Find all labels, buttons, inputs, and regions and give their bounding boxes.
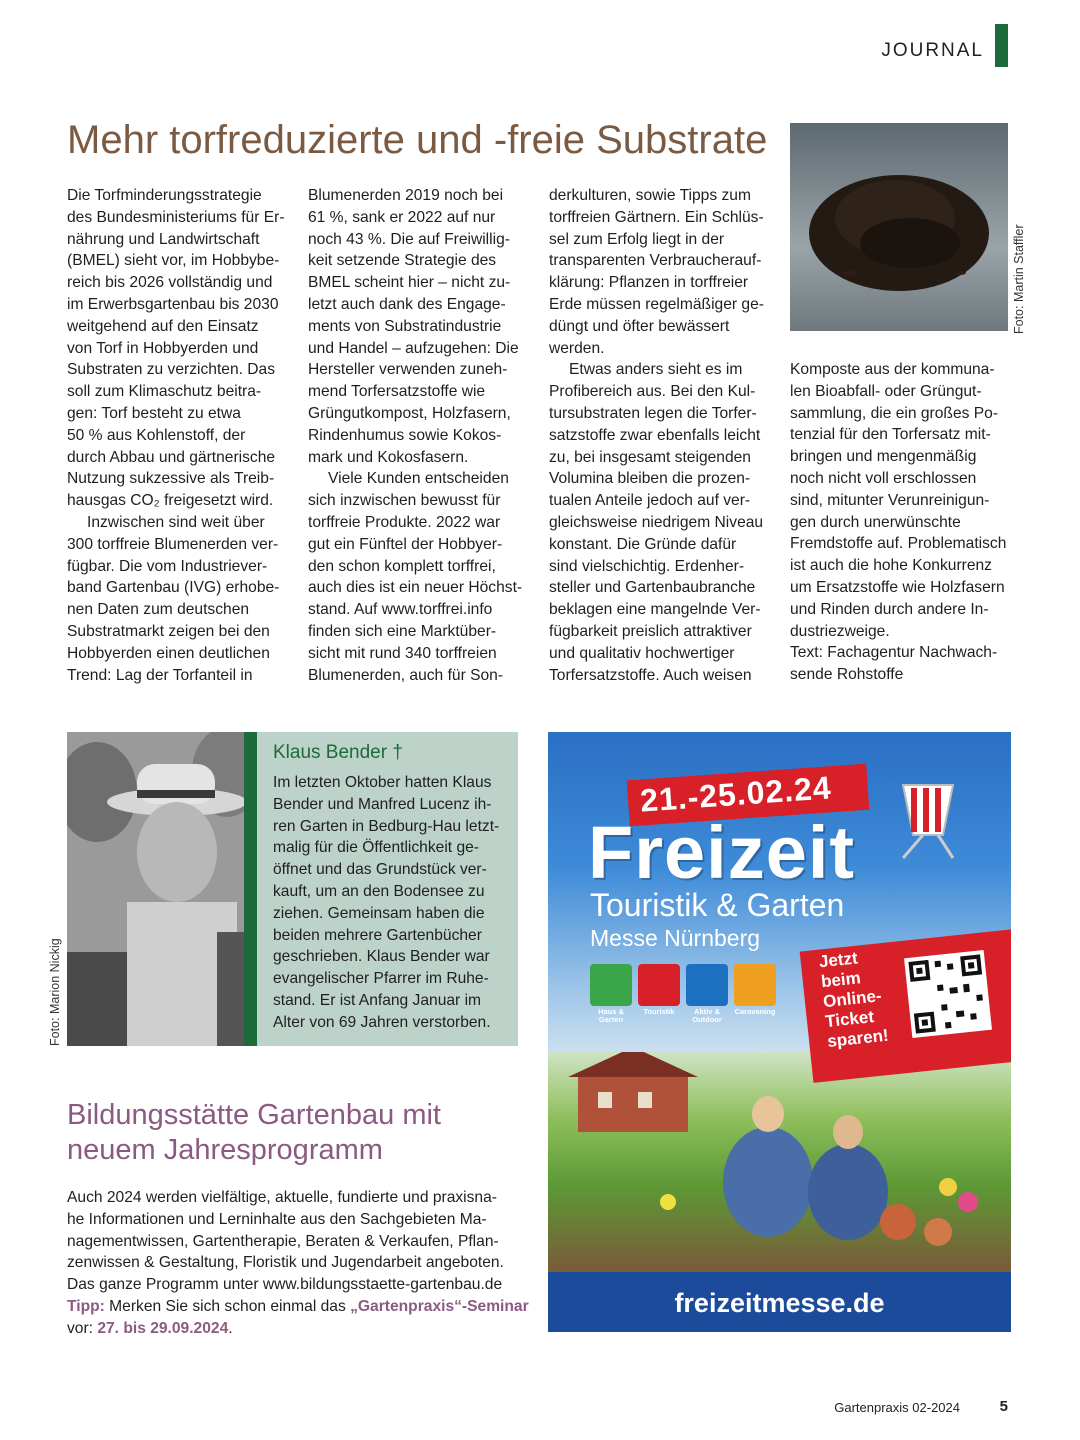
section-accent-bar: [995, 24, 1008, 67]
tip-label: Tipp:: [67, 1297, 105, 1315]
ad-subtitle: Touristik & Garten: [590, 887, 845, 923]
ad-headline: Freizeit: [588, 811, 856, 894]
article-column-4: [790, 359, 1015, 686]
article-title-education: Bildungsstätte Gartenbau mit neuem Jahresprogramm: [67, 1099, 441, 1166]
ad-venue: Messe Nürnberg: [590, 925, 761, 951]
tile-label: Aktiv & Outdoor: [692, 1007, 722, 1024]
category-tile-garden: [590, 964, 632, 1006]
obituary-text: Im letzten Oktober hatten Klaus Bender und Manfred Lucenz ih- ren Garten in Bedburg-Hau letzt- malig für die Öffentlichkeit ge- öffnet und das Grundstück ver- kauft, um an den Bodensee zu ziehen. Gemeinsam haben die beiden mehrere Gartenbücher geschrieben. Klaus Bender war evangelischer Pfarrer im Ruhe- stand. Er ist Anfang Januar im Alter von 69 Jahren verstorben.: [273, 774, 500, 1031]
portrait-photo: [67, 732, 244, 1046]
paragraph: derkulturen, sowie Tipps zum torffreien Gärtnern. Ein Schlüs- sel zum Erfolg liegt in der transparenten Verbraucherauf- klärung: Pflanzen in torffreier Erde müssen regelmäßiger ge- düngt und öfter bewässert werden.: [549, 187, 764, 357]
portrait-illustration: [67, 732, 244, 1046]
tile-label: Touristik: [643, 1007, 675, 1016]
photo-credit: Foto: Marion Nickig: [48, 938, 62, 1046]
section-label: JOURNAL: [881, 40, 984, 61]
article-body-education: [67, 1187, 537, 1340]
article-column-2: [308, 185, 530, 686]
paragraph: Inzwischen sind weit über 300 torffreie Blumenerden ver- fügbar. Die vom Industriever- band Gartenbau (IVG) erhobe- nen Daten zum deutschen Substratmarkt zeigen bei den Hobbyerden einen deutlichen Trend: Lag der Torfanteil in: [67, 513, 280, 684]
paragraph: Komposte aus der kommuna- len Bioabfall- oder Grüngut- sammlung, die ein großes Po- tenzial für den Torfersatz mit- bringen und mengenmäßig noch nicht voll erschlossen sind, mitunter Verunreinigun- gen durch unerwünschte Fremdstoffe auf. Problematisch ist auch die hohe Konkurrenz um Ersatzstoffe wie Holzfasern und Rinden durch andere In- dustriezweige. Text: Fachagentur Nachwach- sende Rohstoffe: [790, 361, 1007, 684]
paragraph: Auch 2024 werden vielfältige, aktuelle, fundierte und praxisna- he Informationen und Lerninhalte aus den Sachgebieten Ma- nagementwissen, Gartentherapie, Beraten & Verkaufen, Pflan- zenwissen & Gestaltung, Floristik und Jugendarbeit angeboten. Das ganze Programm unter www.bildungsstaette-gartenbau.de Tipp: Merken Sie sich schon einmal das „Gartenpraxis“-Seminar vor: 27. bis 29.09.2024.: [67, 1189, 529, 1337]
paragraph: Etwas anders sieht es im Profibereich aus. Bei den Kul- tursubstraten legen die Torfer- satzstoffe zwar ebenfalls leicht zu, bei insgesamt steigenden Volumina bleiben die prozen- tualen Anteile jedoch auf ver- gleichsweise niedrigem Niveau konstant. Die Gründe dafür sind vielschichtig. Erdenher- steller und Gartenbaubranche beklagen eine mangelnde Ver- fügbarkeit preislich attraktiver und qualitativ hochwertiger Torfersatzstoffe. Auch weisen: [549, 361, 764, 684]
category-tile-outdoor: [686, 964, 728, 1006]
soil-heap-illustration: [790, 123, 1008, 331]
article-column-1: [67, 185, 295, 686]
ad-garden-scene: [548, 1052, 1011, 1272]
garden-illustration: [548, 1052, 1011, 1272]
ticket-callout-text: Jetzt beim Online- Ticket sparen!: [818, 948, 890, 1051]
seminar-name: „Gartenpraxis“-Seminar: [350, 1297, 529, 1315]
page-number: 5: [999, 1398, 1008, 1415]
soil-photo: [790, 123, 1008, 331]
obituary-title: Klaus Bender †: [273, 742, 403, 763]
paragraph: Blumenerden 2019 noch bei 61 %, sank er 2022 auf nur noch 43 %. Die auf Freiwillig- keit setzende Strategie des BMEL scheint hier – nicht zu- letzt auch dank des Engage- ments von Substratindustrie und Handel – aufzugehen: Die Hersteller verwenden zuneh- mend Torfersatzstoffe wie Grüngutkompost, Holzfasern, Rindenhumus sowie Kokos- mark und Kokosfasern.: [308, 187, 519, 466]
article-column-3: [549, 185, 771, 686]
category-tile-caravaning: [734, 964, 776, 1006]
advertisement-freizeitmesse[interactable]: [548, 732, 1011, 1332]
paragraph: Die Torfminderungsstrategie des Bundesministeriums für Er- nährung und Landwirtschaft (BMEL) sieht vor, im Hobbybe- reich bis 2026 vollständig und im Erwerbsgartenbau bis 2030 weitgehend auf den Einsatz von Torf in Hobbyerden und Substraten zu verzichten. Das soll zum Klimaschutz beitra- gen: Torf besteht zu etwa 50 % aus Kohlenstoff, der durch Abbau und gärtnerische Nutzung sukzessive als Treib- hausgas CO₂ freigesetzt wird.: [67, 187, 285, 510]
category-tile-tourism: [638, 964, 680, 1006]
tile-label: Caravaning: [734, 1007, 776, 1016]
obituary-accent-stripe: [244, 732, 257, 1046]
paragraph: Viele Kunden entscheiden sich inzwischen bewusst für torffreie Produkte. 2022 war gut ein Fünftel der Hobbyer- den schon komplett torffrei, auch dies ist ein neuer Höchst- stand. Auf www.torffrei.info finden sich eine Marktüber- sicht mit rund 340 torffreien Blumenerden, auch für Son-: [308, 470, 523, 684]
ad-url-link[interactable]: freizeitmesse.de: [674, 1288, 885, 1318]
event-dates: 21.-25.02.24: [638, 769, 833, 819]
tile-label: Haus & Garten: [598, 1007, 624, 1024]
seminar-dates: 27. bis 29.09.2024: [97, 1319, 229, 1337]
photo-credit: Foto: Martin Staffler: [1012, 224, 1026, 334]
article-title-peat: Mehr torfreduzierte und -freie Substrate: [67, 118, 768, 162]
footer-source: Gartenpraxis 02-2024: [834, 1400, 960, 1415]
deckchair-icon: [893, 780, 963, 860]
qr-code-icon[interactable]: [904, 950, 992, 1038]
